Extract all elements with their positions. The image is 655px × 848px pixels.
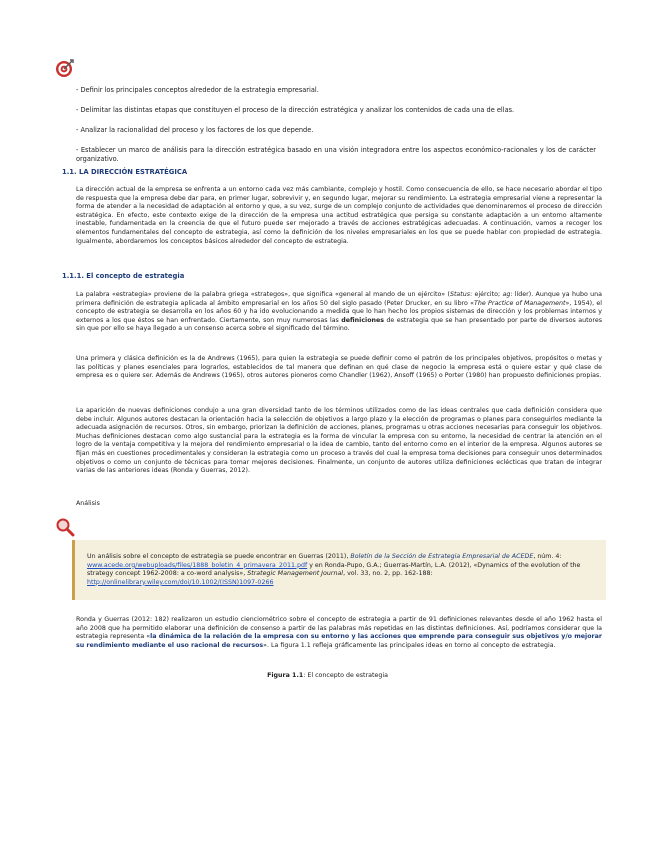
section-title: 1.1. LA DIRECCIÓN ESTRATÉGICA [62,168,188,176]
journal-name: Boletín de la Sección de Estrategia Empresarial de ACEDE [350,553,534,560]
analysis-note-text: Un análisis sobre el concepto de estrategia se puede encontrar en Guerras (2011), Boletín de la Sección de Estrategia Empresarial de ACEDE, núm. 4: www.acede.org/webuploads/files/1888_boletin_4_primavera_2011.pdf y en Ronda-Pupo, G.A.; Guerras-Martín, L.A. (2012), «Dynamics of the evolution of the strategy concept 1962-2008: a co-word analysis», Strategic Management Journal, vol. 33, no. 2, pp. 162-188: http://onlinelibrary.wiley.com/doi/10.1002/(ISSN)1097-0266 [87,553,581,586]
objectives-list [76,86,596,175]
figure-label: Figura 1.1 [267,672,304,679]
paragraph-4 [76,616,602,650]
text-run-italic: Status [449,291,471,298]
text-run: », 1954), el concepto de estrategia se desarrolla en los años 60 y ha ido evolucionando a medida que lo han hecho los propios sistemas de dirección y los problemas internos y externos a los que éstos se han enfrentado. Ciertamente, son muy numerosas las [76,299,603,324]
strategy-definition: la dinámica de la relación de la empresa con su entorno y las acciones que emprende para conseguir sus objetivos y/o mejorar su rendimiento mediante el uso racional de recursos [76,633,602,649]
analysis-note-box [72,540,606,600]
text-run: Ronda y Guerras (2012: 182) realizaron un estudio cienciométrico sobre el concepto de estrategia a partir de 91 definiciones relevantes desde el año 1962 hasta el año 2008 que ha permitido elaborar una definición de consenso a partir de las palabras más repetidas en las distintas definiciones. Así, podríamos considerar que la estrategia representa « [76,616,602,641]
paragraph-1 [76,291,602,334]
magnifier-icon [55,517,75,537]
wiley-link[interactable]: http://onlinelibrary.wiley.com/doi/10.1002/(ISSN)1097-0266 [87,578,274,586]
book-title: The Practice of Management [474,299,566,307]
paragraph-2-text: Una primera y clásica definición es la de Andrews (1965), para quien la estrategia se puede definir como el patrón de los principales objetivos, propósitos o metas y las políticas y planes esenciales para lograrlos, establecidos de tal manera que definan en qué clase de negocio la empresa está o quiere estar y qué clase de empresa es o quiere ser. Además de Andrews (1965), otros autores pioneros como Chandler (1962), Ansoff (1965) o Porter (1980) han propuesto definiciones propias. [76,355,602,380]
paragraph-3-text: La aparición de nuevas definiciones condujo a una gran diversidad tanto de los términos utilizados como de las ideas centrales que cada definición considera que debe incluir. Algunos autores destacan la orientación hacia la selección de objetivos a largo plazo y la elección de programas o planes para conseguirlos mediante la adecuada asignación de recursos. Otros, sin embargo, priorizan la definición de acciones, planes, programas u otras acciones necesarias para conseguir los objetivos. Muchas definiciones destacan como algo sustancial para la estrategia es la forma de vincular la empresa con su entorno, la necesidad de centrar la atención en el logro de la ventaja competitiva y la mejora del rendimiento empresarial o la idea de cambio, tanto del entorno como en el interior de la empresa. Algunos autores se fijan más en cuestiones procedimentales y consideran la estrategia como un proceso a través del cual la empresa toma decisiones para conseguir unos determinados objetivos o como un conjunto de técnicas para tomar mejores decisiones. Finalmente, un conjunto de autores utiliza definiciones eclécticas que tratan de integrar varias de las anteriores ideas (Ronda y Guerras, 2012). [76,407,602,475]
objective-item: - Definir los principales conceptos alrededor de la estrategia empresarial. [76,86,319,94]
text-run: de estrategia que se han presentado por parte de diversos autores sin que por ello se haya llegado a un consenso acerca sobre el significado del término. [76,316,602,333]
figure-caption [0,672,655,679]
objective-item: - Establecer un marco de análisis para la dirección estratégica basado en una visión integradora entre los aspectos económico-racionales y los de carácter organizativo. [76,146,596,163]
acede-link[interactable]: www.acede.org/webuploads/files/1888_boletin_4_primavera_2011.pdf [87,561,308,569]
objective-item: - Analizar la racionalidad del proceso y los factores de los que depende. [76,126,314,134]
journal-name: Strategic Management Journal [247,570,344,578]
paragraph-3 [76,407,602,476]
text-run-italic: ag [502,291,511,298]
text-run: : ejército; [470,291,503,298]
text-run: ». La figura 1.1 refleja gráficamente las principales ideas en torno al concepto de estrategia. [263,641,556,649]
objective-item: - Delimitar las distintas etapas que constituyen el proceso de la dirección estratégica y analizar los contenidos de cada una de ellas. [76,106,515,114]
paragraph-2 [76,355,602,381]
target-icon [55,58,75,78]
text-run: La palabra «estrategia» proviene de la palabra griega «strategos», que significa «general al mando de un ejército» ( [76,291,450,298]
analysis-label: Análisis [76,500,100,507]
text-run: : líder). Aunque ya hubo una primera definición de estrategia aplicada al ámbito empresarial en los años 50 del siglo pasado (Peter Drucker, en su libro « [76,291,602,307]
figure-caption-text: : El concepto de estrategia [303,672,388,679]
section-intro [76,186,602,246]
section-paragraph: La dirección actual de la empresa se enfrenta a un entorno cada vez más cambiante, complejo y hostil. Como consecuencia de ello, se hace necesario abordar el tipo de respuesta que la empresa debe dar para, en primer lugar, sobrevivir y, en segundo lugar, mejorar su rendimiento. La estrategia empresarial viene a representar la forma de atender a la necesidad de adaptación al entorno y que, a su vez, surge de un complejo conjunto de actividades que denominaremos el proceso de dirección estratégica. En efecto, este contexto exige de la dirección de la empresa una actitud estratégica que persiga su constante adaptación a un entorno altamente inestable, fundamentada en la creencia de que el futuro puede ser mejorado a través de acciones estratégicas adecuadas. A continuación, vamos a recoger los elementos fundamentales del concepto de estrategia, así como la definición de los niveles empresariales en los que se puede hablar con propiedad de estrategia. Igualmente, abordaremos los conceptos básicos alrededor del concepto de estrategia. [76,186,602,245]
subsection-title: 1.1.1. El concepto de estrategia [62,272,185,280]
text-run-bold: definiciones [341,316,385,324]
